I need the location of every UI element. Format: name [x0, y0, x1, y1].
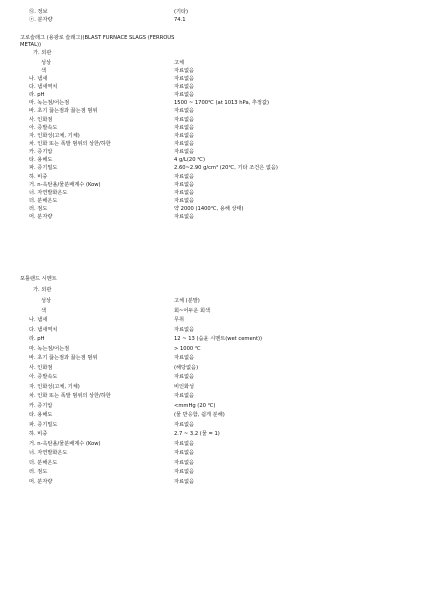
property-row-label: 차. 인화 또는 폭발 범위의 상한/하한: [29, 393, 111, 399]
property-row-value: 74.1: [174, 16, 186, 23]
property-row-value: 회~어두운 회색: [174, 307, 211, 314]
property-row-value: 자료없음: [174, 173, 195, 180]
subsection-heading-label: 가. 외관: [33, 50, 52, 56]
property-row-label: 성상: [41, 298, 52, 304]
property-row-value: 자료없음: [174, 478, 195, 485]
property-row-value: 자료없음: [174, 116, 195, 123]
property-row-label: 더. 분해온도: [29, 459, 58, 466]
property-row-value: 1500 ~ 1700℃ (at 1013 hPa, 추정값): [174, 100, 269, 107]
property-row-value: 2.60~2.90 g/cm³ (20℃, 기타 조건은 없음): [174, 165, 278, 172]
property-row-label: 타. 용해도: [29, 157, 53, 164]
property-row-value: 자료없음: [174, 459, 195, 466]
property-row-label: 다. 냄새역치: [29, 326, 58, 333]
property-row-label: 차. 인화 또는 폭발 범위의 상한/하한: [29, 141, 111, 147]
property-row-value: 자료없음: [174, 181, 195, 188]
property-row-value: 자료없음: [174, 83, 195, 90]
property-row-label: 거. n-옥탄올/물분배계수 (Kow): [29, 181, 101, 188]
property-row-label: 러. 점도: [29, 206, 48, 213]
property-row-value: 12 ~ 13 (습윤 시멘트(wet cement)): [174, 336, 263, 342]
subsection-heading-label: 가. 외관: [33, 287, 52, 293]
property-row-label: 다. 냄새역치: [29, 83, 58, 90]
property-row-value: 자료없음: [174, 326, 195, 333]
property-row-value: (물 반응함, 쉽게 분해): [174, 412, 225, 418]
property-row-label: 하. 비중: [29, 173, 48, 180]
section-title-label: 포틀랜드 시멘트: [20, 276, 57, 282]
property-row-label: 너. 자연발화온도: [29, 450, 68, 456]
property-row-label: 바. 초기 끓는점과 끓는점 범위: [29, 108, 98, 115]
property-row-value: 자료없음: [174, 132, 195, 139]
property-row-value: 2.7 ~ 3.2 (물 = 1): [174, 431, 220, 437]
property-row-label: 더. 분해온도: [29, 198, 58, 205]
property-row-value: 자료없음: [174, 75, 195, 82]
property-row-label: 하. 비중: [29, 431, 48, 437]
property-row-label: 나. 냄새: [29, 317, 48, 323]
property-row-label: 라. pH: [29, 336, 45, 342]
property-row-value: 고체: [174, 59, 185, 66]
property-row-value: 자료없음: [174, 124, 195, 131]
property-row-value: 자료없음: [174, 92, 195, 99]
property-row-label: 자. 인화성(고체, 기체): [29, 383, 80, 390]
property-row-label: 성상: [41, 59, 52, 66]
property-row-value: <mmHg (20 ℃): [174, 402, 216, 409]
property-row-value: 자료없음: [174, 450, 195, 456]
property-row-value: 4 g/L(20 ℃): [174, 157, 206, 164]
property-row-label: 카. 증기압: [29, 149, 53, 156]
property-row-value: (해당없음): [174, 364, 199, 371]
property-row-label: 사. 인화점: [29, 116, 53, 123]
property-row-value: 무취: [174, 317, 185, 323]
property-row-label: 마. 녹는점/어는점: [29, 100, 70, 107]
property-row-value: 자료없음: [174, 469, 195, 475]
section-title-cont-label: METAL)): [20, 42, 42, 48]
property-row-value: > 1000 ℃: [174, 345, 201, 352]
property-row-label: 사. 인화점: [29, 364, 53, 371]
property-row-value: 자료없음: [174, 374, 195, 380]
property-row-value: 고체 (분말): [174, 298, 200, 304]
property-row-value: 자료없음: [174, 198, 195, 205]
property-row-label: 러. 점도: [29, 469, 48, 475]
property-row-value: 자료없음: [174, 214, 195, 221]
property-row-value: 자료없음: [174, 189, 195, 196]
property-row-label: ⓠ. 정보: [29, 8, 48, 15]
property-row-label: 파. 증기밀도: [29, 421, 58, 428]
property-row-value: 자료없음: [174, 141, 195, 147]
property-row-label: 카. 증기압: [29, 402, 53, 409]
property-row-value: 자료없음: [174, 108, 195, 115]
property-row-label: 라. pH: [29, 92, 45, 99]
property-row-label: 아. 증발속도: [29, 374, 58, 380]
property-row-label: ⓡ. 분자량: [29, 16, 53, 23]
property-row-value: 자료없음: [174, 421, 195, 428]
property-row-value: 자료없음: [174, 393, 195, 399]
property-row-label: 자. 인화성(고체, 기체): [29, 132, 80, 139]
property-row-label: 아. 증발속도: [29, 124, 58, 131]
property-row-label: 파. 증기밀도: [29, 165, 58, 172]
property-row-label: 머. 분자량: [29, 214, 53, 221]
property-row-value: 비인화성: [174, 383, 195, 390]
property-row-value: 자료없음: [174, 149, 195, 156]
property-row-value: 약 2000 (1400℃, 용해 상태): [174, 206, 244, 213]
property-row-label: 거. n-옥탄올/물분배계수 (Kow): [29, 440, 101, 447]
property-row-value: 자료없음: [174, 440, 195, 447]
property-row-value: 자료없음: [174, 67, 195, 74]
property-row-label: 바. 초기 끓는점과 끓는점 범위: [29, 355, 98, 361]
property-row-label: 나. 냄새: [29, 75, 48, 82]
property-row-label: 타. 용해도: [29, 412, 53, 418]
section-title-label: 고로슬래그 (용광로 슬래그)(BLAST FURNACE SLAGS (FERROUS: [20, 35, 175, 41]
property-row-label: 색: [41, 67, 47, 74]
property-row-label: 너. 자연발화온도: [29, 189, 68, 196]
property-row-value: (기타): [174, 8, 189, 15]
property-row-label: 마. 녹는점/어는점: [29, 345, 70, 352]
property-row-label: 색: [41, 307, 47, 314]
property-row-label: 머. 분자량: [29, 478, 53, 485]
property-row-value: 자료없음: [174, 355, 195, 361]
